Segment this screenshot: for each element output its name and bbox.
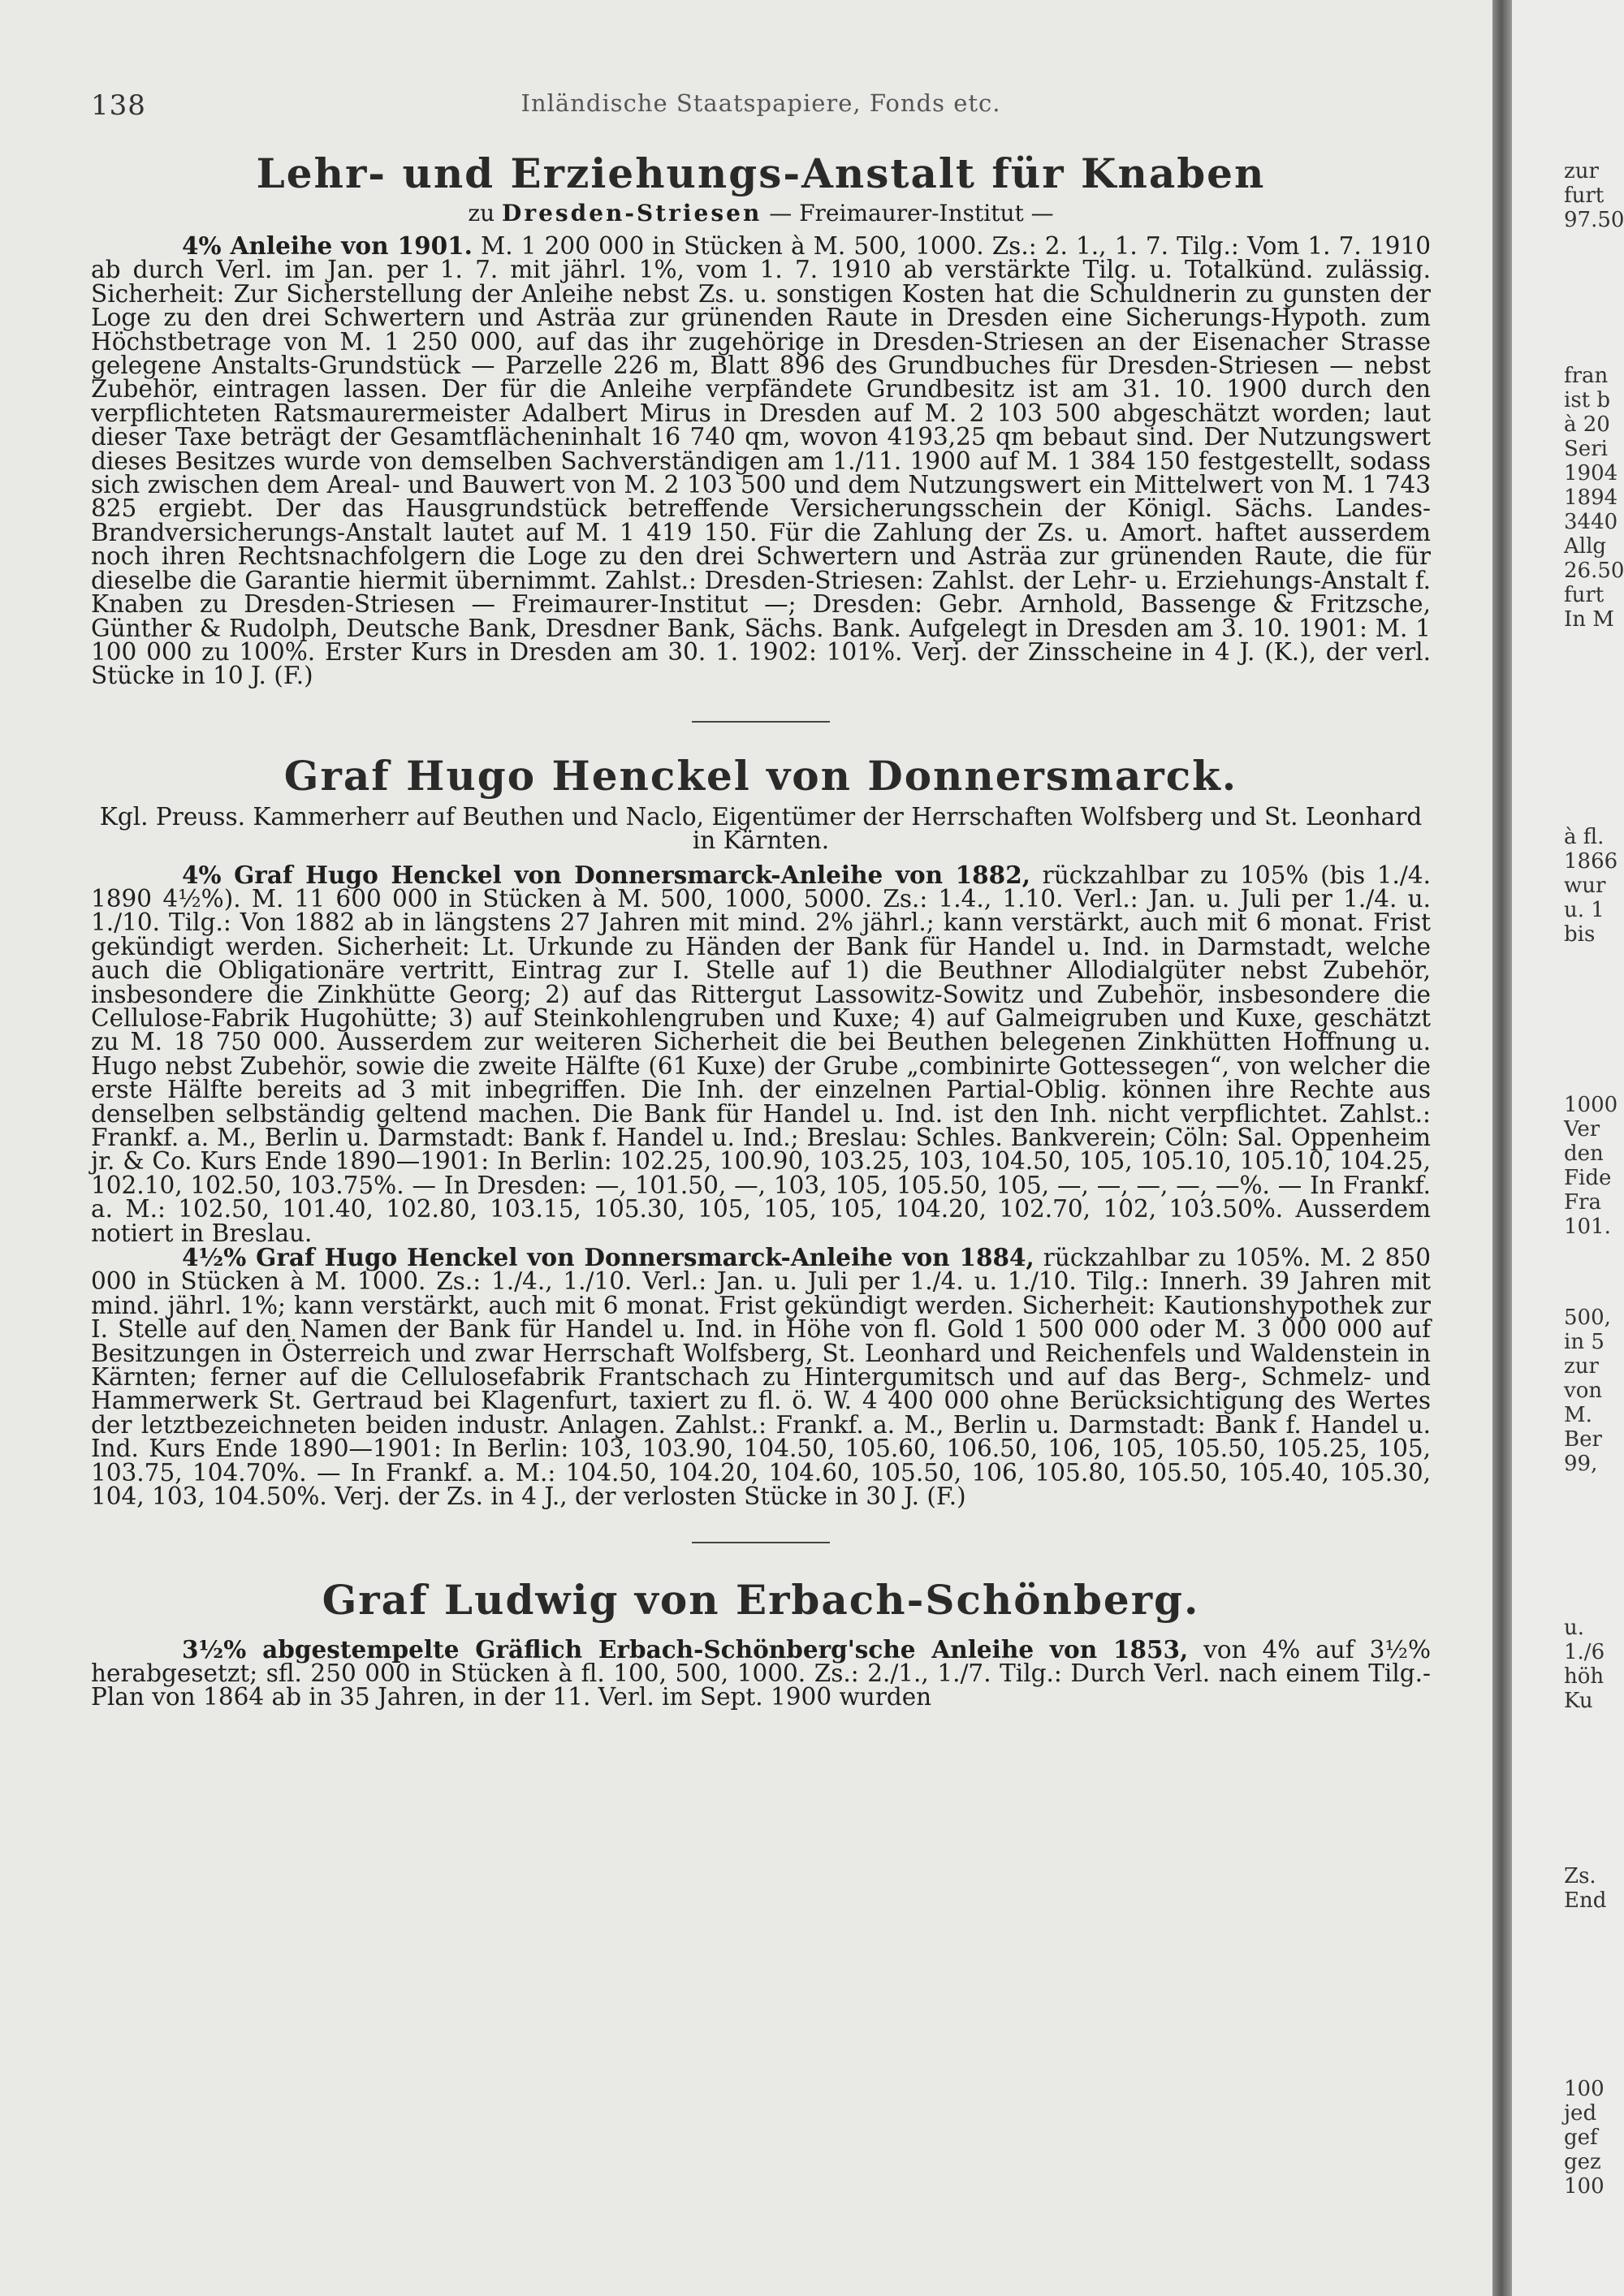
adjacent-page-text-fragment: fran (1564, 364, 1609, 388)
adjacent-page-text-fragment: wur (1564, 874, 1606, 898)
adjacent-page-text-fragment: In M (1564, 607, 1614, 632)
adjacent-page-text-fragment: Zs. (1564, 1864, 1596, 1888)
adjacent-page-text-fragment: Ku (1564, 1689, 1593, 1713)
adjacent-page-text-fragment: End (1564, 1888, 1607, 1913)
adjacent-page-text-fragment: Fra (1564, 1190, 1601, 1215)
adjacent-page-text-fragment: 26.50 (1564, 559, 1624, 583)
adjacent-page-text-fragment: zur (1564, 1354, 1599, 1379)
loan-text-1853: von 4% auf 3½% herabgesetzt; sfl. 250 000 in Stücken à fl. 100, 500, 1000. Zs.: 2./1., 1./7. Tilg.: Durch Verl. nach einem Tilg.-Plan von 1864 ab in 35 Jahren, in der 11. Verl. im Sept. 1900 wurden (91, 1635, 1431, 1711)
adjacent-page-text-fragment: u. 1 (1564, 898, 1605, 922)
section-subtitle-lehr-anstalt (91, 200, 1431, 227)
loan-text-1884: rückzahlbar zu 105%. M. 2 850 000 in Stücken à M. 1000. Zs.: 1./4., 1./10. Verl.: Jan. u. Juli per 1./4. u. 1./10. Tilg.: Innerh. 39 Jahren mit mind. jährl. 1%; kann verstärkt, auch mit 6 monat. Frist gekündigt werden. Sicherheit: Kautionshypothek zur I. Stelle auf den Namen der Bank für Handel u. Ind. in Höhe von fl. Gold 1 500 000 oder M. 3 000 000 auf Besitzungen in Österreich und zwar Herrschaft Wolfsberg, St. Leonhard und Reichenfels und Waldenstein in Kärnten; ferner auf die Cellulosefabrik Frantschach zu Hintergumitsch und auf das Berg-, Schmelz- und Hammerwerk St. Gertraud bei Klagenfurt, taxiert zu fl. ö. W. 4 400 000 ohne Berücksichtigung des Wertes der letztbezeichneten beiden industr. Anlagen. Zahlst.: Frankf. a. M., Berlin u. Darmstadt: Bank f. Handel u. Ind. Kurs Ende 1890—1901: In Berlin: 103, 103.90, 104.50, 105.60, 106.50, 106, 105, 105.50, 105.25, 105, 103.75, 104.70%. — In Frankf. a. M.: 104.50, 104.20, 104.60, 105.50, 106, 105.80, 105.50, 105.40, 105.30, 104, 103, 104.50%. Verj. der Zs. in 4 J., der verlosten Stücke in 30 J. (F.) (91, 1244, 1431, 1511)
adjacent-page-text-fragment: gef (1564, 2126, 1598, 2150)
loan-title-1882: 4% Graf Hugo Henckel von Donnersmarck-Anleihe von 1882, (182, 860, 1031, 889)
adjacent-page-text-fragment: 101. (1564, 1215, 1611, 1239)
page-number: 138 (91, 89, 146, 122)
adjacent-page-text-fragment: bis (1564, 922, 1596, 947)
adjacent-page-text-fragment: ist b (1564, 388, 1611, 412)
adjacent-page-text-fragment: 100 (1564, 2174, 1605, 2199)
subtitle-place: Dresden-Striesen (502, 200, 762, 227)
adjacent-page-text-fragment: à 20 (1564, 412, 1610, 437)
section-description-donnersmarck: Kgl. Preuss. Kammerherr auf Beuthen und Naclo, Eigentümer der Herrschaften Wolfsberg und St. Leonhard in Kärnten. (99, 802, 1423, 855)
adjacent-page-text-fragment: 97.50 (1564, 208, 1624, 232)
adjacent-page-text-fragment: M. (1564, 1403, 1592, 1427)
adjacent-page-text-fragment: Ber (1564, 1427, 1602, 1452)
adjacent-page-text-fragment: 1./6 (1564, 1640, 1605, 1664)
adjacent-page-text-fragment: à fl. (1564, 825, 1605, 849)
section-divider (692, 721, 830, 723)
adjacent-page-text-fragment: jed (1564, 2101, 1597, 2126)
adjacent-page-text-fragment: furt (1564, 183, 1605, 208)
loan-title-1853: 3½% abgestempelte Gräflich Erbach-Schönberg'sche Anleihe von 1853, (182, 1634, 1189, 1664)
section-title-erbach: Graf Ludwig von Erbach-Schönberg. (322, 1575, 1200, 1624)
loan-paragraph-1853 (91, 1634, 1431, 1711)
adjacent-page-text-fragment: Allg (1564, 534, 1607, 559)
page-content (91, 81, 1431, 1710)
subtitle-prefix: zu (468, 200, 495, 227)
adjacent-page-text-fragment: 1866 (1564, 849, 1618, 874)
loan-paragraph-1884 (91, 1243, 1431, 1511)
adjacent-page-text-fragment: furt (1564, 583, 1605, 607)
adjacent-page-text-fragment: von (1564, 1379, 1603, 1403)
loan-title-1901: 4% Anleihe von 1901. (182, 231, 473, 260)
adjacent-page-text-fragment: zur (1564, 159, 1599, 183)
running-header (91, 81, 1431, 127)
subtitle-suffix: — Freimaurer-Institut — (769, 200, 1054, 227)
adjacent-page-text-fragment: Seri (1564, 437, 1608, 461)
adjacent-page-text-fragment: 1904 (1564, 461, 1618, 486)
adjacent-page-text-fragment: 3440 (1564, 510, 1618, 534)
adjacent-page-text-fragment: Fide (1564, 1166, 1612, 1190)
section-title-lehr-anstalt: Lehr- und Erziehungs-Anstalt für Knaben (256, 149, 1266, 197)
adjacent-page-text-fragment: in 5 (1564, 1330, 1605, 1354)
adjacent-page-text-fragment: Ver (1564, 1117, 1600, 1142)
adjacent-page-text-fragment: 99, (1564, 1452, 1598, 1476)
loan-text-1901: M. 1 200 000 in Stücken à M. 500, 1000. Zs.: 2. 1., 1. 7. Tilg.: Vom 1. 7. 1910 ab durch Verl. im Jan. per 1. 7. mit jährl. 1%, vom 1. 7. 1910 ab verstärkte Tilg. u. Totalkünd. zulässig. Sicherheit: Zur Sicherstellung der Anleihe nebst Zs. u. sonstigen Kosten hat die Schuldnerin zu gunsten der Loge zu den drei Schwertern und Asträa zur grünenden Raute in Dresden eine Sicherungs-Hypoth. zum Höchstbetrage von M. 1 250 000, auf das ihr zugehörige in Dresden-Striesen an der Eisenacher Strasse gelegene Anstalts-Grundstück — Parzelle 226 m, Blatt 896 des Grundbuches für Dresden-Striesen — nebst Zubehör, eintragen lassen. Der für die Anleihe verpfändete Grundbesitz ist am 31. 10. 1900 durch den verpflichteten Ratsmaurermeister Adalbert Mirus in Dresden auf M. 2 103 500 abgeschätzt worden; laut dieser Taxe beträgt der Gesamtflächeninhalt 16 740 qm, wovon 4193,25 qm bebaut sind. Der Nutzungswert dieses Besitzes wurde von demselben Sachverständigen am 1./11. 1900 auf M. 1 384 150 festgestellt, sodass sich zwischen dem Areal- und Bauwert von M. 2 103 500 und dem Nutzungswert ein Mittelwert von M. 1 743 825 ergiebt. Der das Hausgrundstück betreffende Versicherungsschein der Königl. Sächs. Landes-Brandversicherungs-Anstalt lautet auf M. 1 419 150. Für die Zahlung der Zs. u. Amort. haftet ausserdem noch ihren Rechtsnachfolgern die Loge zu den drei Schwertern und Asträa zur grünenden Raute, die für dieselbe die Garantie hiermit übernimmt. Zahlst.: Dresden-Striesen: Zahlst. der Lehr- u. Erziehungs-Anstalt f. Knaben zu Dresden-Striesen — Freimaurer-Institut —; Dresden: Gebr. Arnhold, Bassenge & Fritzsche, Günther & Rudolph, Deutsche Bank, Dresdner Bank, Sächs. Bank. Aufgelegt in Dresden am 3. 10. 1901: M. 1 100 000 zu 100%. Erster Kurs in Dresden am 30. 1. 1902: 101%. Verj. der Zinsscheine in 4 J. (K.), der verl. Stücke in 10 J. (F.) (91, 232, 1431, 690)
loan-text-1882: rückzahlbar zu 105% (bis 1./4. 1890 4½%). M. 11 600 000 in Stücken à M. 500, 1000, 5000. Zs.: 1.4., 1.10. Verl.: Jan. u. Juli per 1./4. u. 1./10. Tilg.: Von 1882 ab in längstens 27 Jahren mit mind. 2% jährl.; kann verstärkt, auch mit 6 monat. Frist gekündigt werden. Sicherheit: Lt. Urkunde zu Händen der Bank für Handel u. Ind. in Darmstadt, welche auch die Obligationäre vertritt, Eintrag zur I. Stelle auf 1) die Beuthner Allodialgüter nebst Zubehör, insbesondere die Zinkhütte Georg; 2) auf das Rittergut Lassowitz-Sowitz und Zubehör, insbesondere die Cellulose-Fabrik Hugohütte; 3) auf Steinkohlengruben und Kuxe; 4) auf Galmeigruben und Kuxe, geschätzt zu M. 18 750 000. Ausserdem zur weiteren Sicherheit die bei Beuthen belegenen Zinkhütten Hoffnung u. Hugo nebst Zubehör, sowie die zweite Hälfte (61 Kuxe) der Grube „combinirte Gottessegen“, von welcher die erste Hälfte bereits ad 3 mit inbegriffen. Die Inh. der einzelnen Partial-Oblig. können ihre Rechte aus denselben selbständig geltend machen. Die Bank für Handel u. Ind. ist den Inh. nicht verpflichtet. Zahlst.: Frankf. a. M., Berlin u. Darmstadt: Bank f. Handel u. Ind.; Breslau: Schles. Bankverein; Cöln: Sal. Oppenheim jr. & Co. Kurs Ende 1890—1901: In Berlin: 102.25, 100.90, 103.25, 103, 104.50, 105, 105.10, 105.10, 104.25, 102.10, 102.50, 103.75%. — In Dresden: —, 101.50, —, 103, 105, 105.50, 105, —, —, —, —, —%. — In Frankf. a. M.: 102.50, 101.40, 102.80, 103.15, 105.30, 105, 105, 105, 104.20, 102.70, 102, 103.50%. Ausserdem notiert in Breslau. (91, 861, 1431, 1247)
section-divider (692, 1542, 830, 1543)
adjacent-page-text-fragment: gez (1564, 2150, 1601, 2174)
adjacent-page-text-fragment: 500, (1564, 1306, 1611, 1330)
running-title: Inländische Staatspapiere, Fonds etc. (520, 89, 1001, 117)
loan-paragraph-1901 (91, 231, 1431, 690)
loan-title-1884: 4½% Graf Hugo Henckel von Donnersmarck-Anleihe von 1884, (182, 1243, 1034, 1272)
adjacent-page-text-fragment: den (1564, 1142, 1604, 1166)
adjacent-page-edge (1512, 0, 1624, 2296)
section-title-donnersmarck: Graf Hugo Henckel von Donnersmarck. (283, 751, 1238, 800)
adjacent-page-text-fragment: 100 (1564, 2077, 1605, 2101)
adjacent-page-text-fragment: u. (1564, 1616, 1585, 1640)
adjacent-page-text-fragment: 1894 (1564, 486, 1618, 510)
loan-paragraph-1882 (91, 860, 1431, 1247)
book-gutter (1492, 0, 1512, 2296)
adjacent-page-text-fragment: höh (1564, 1664, 1605, 1689)
adjacent-page-text-fragment: 1000 (1564, 1093, 1618, 1117)
